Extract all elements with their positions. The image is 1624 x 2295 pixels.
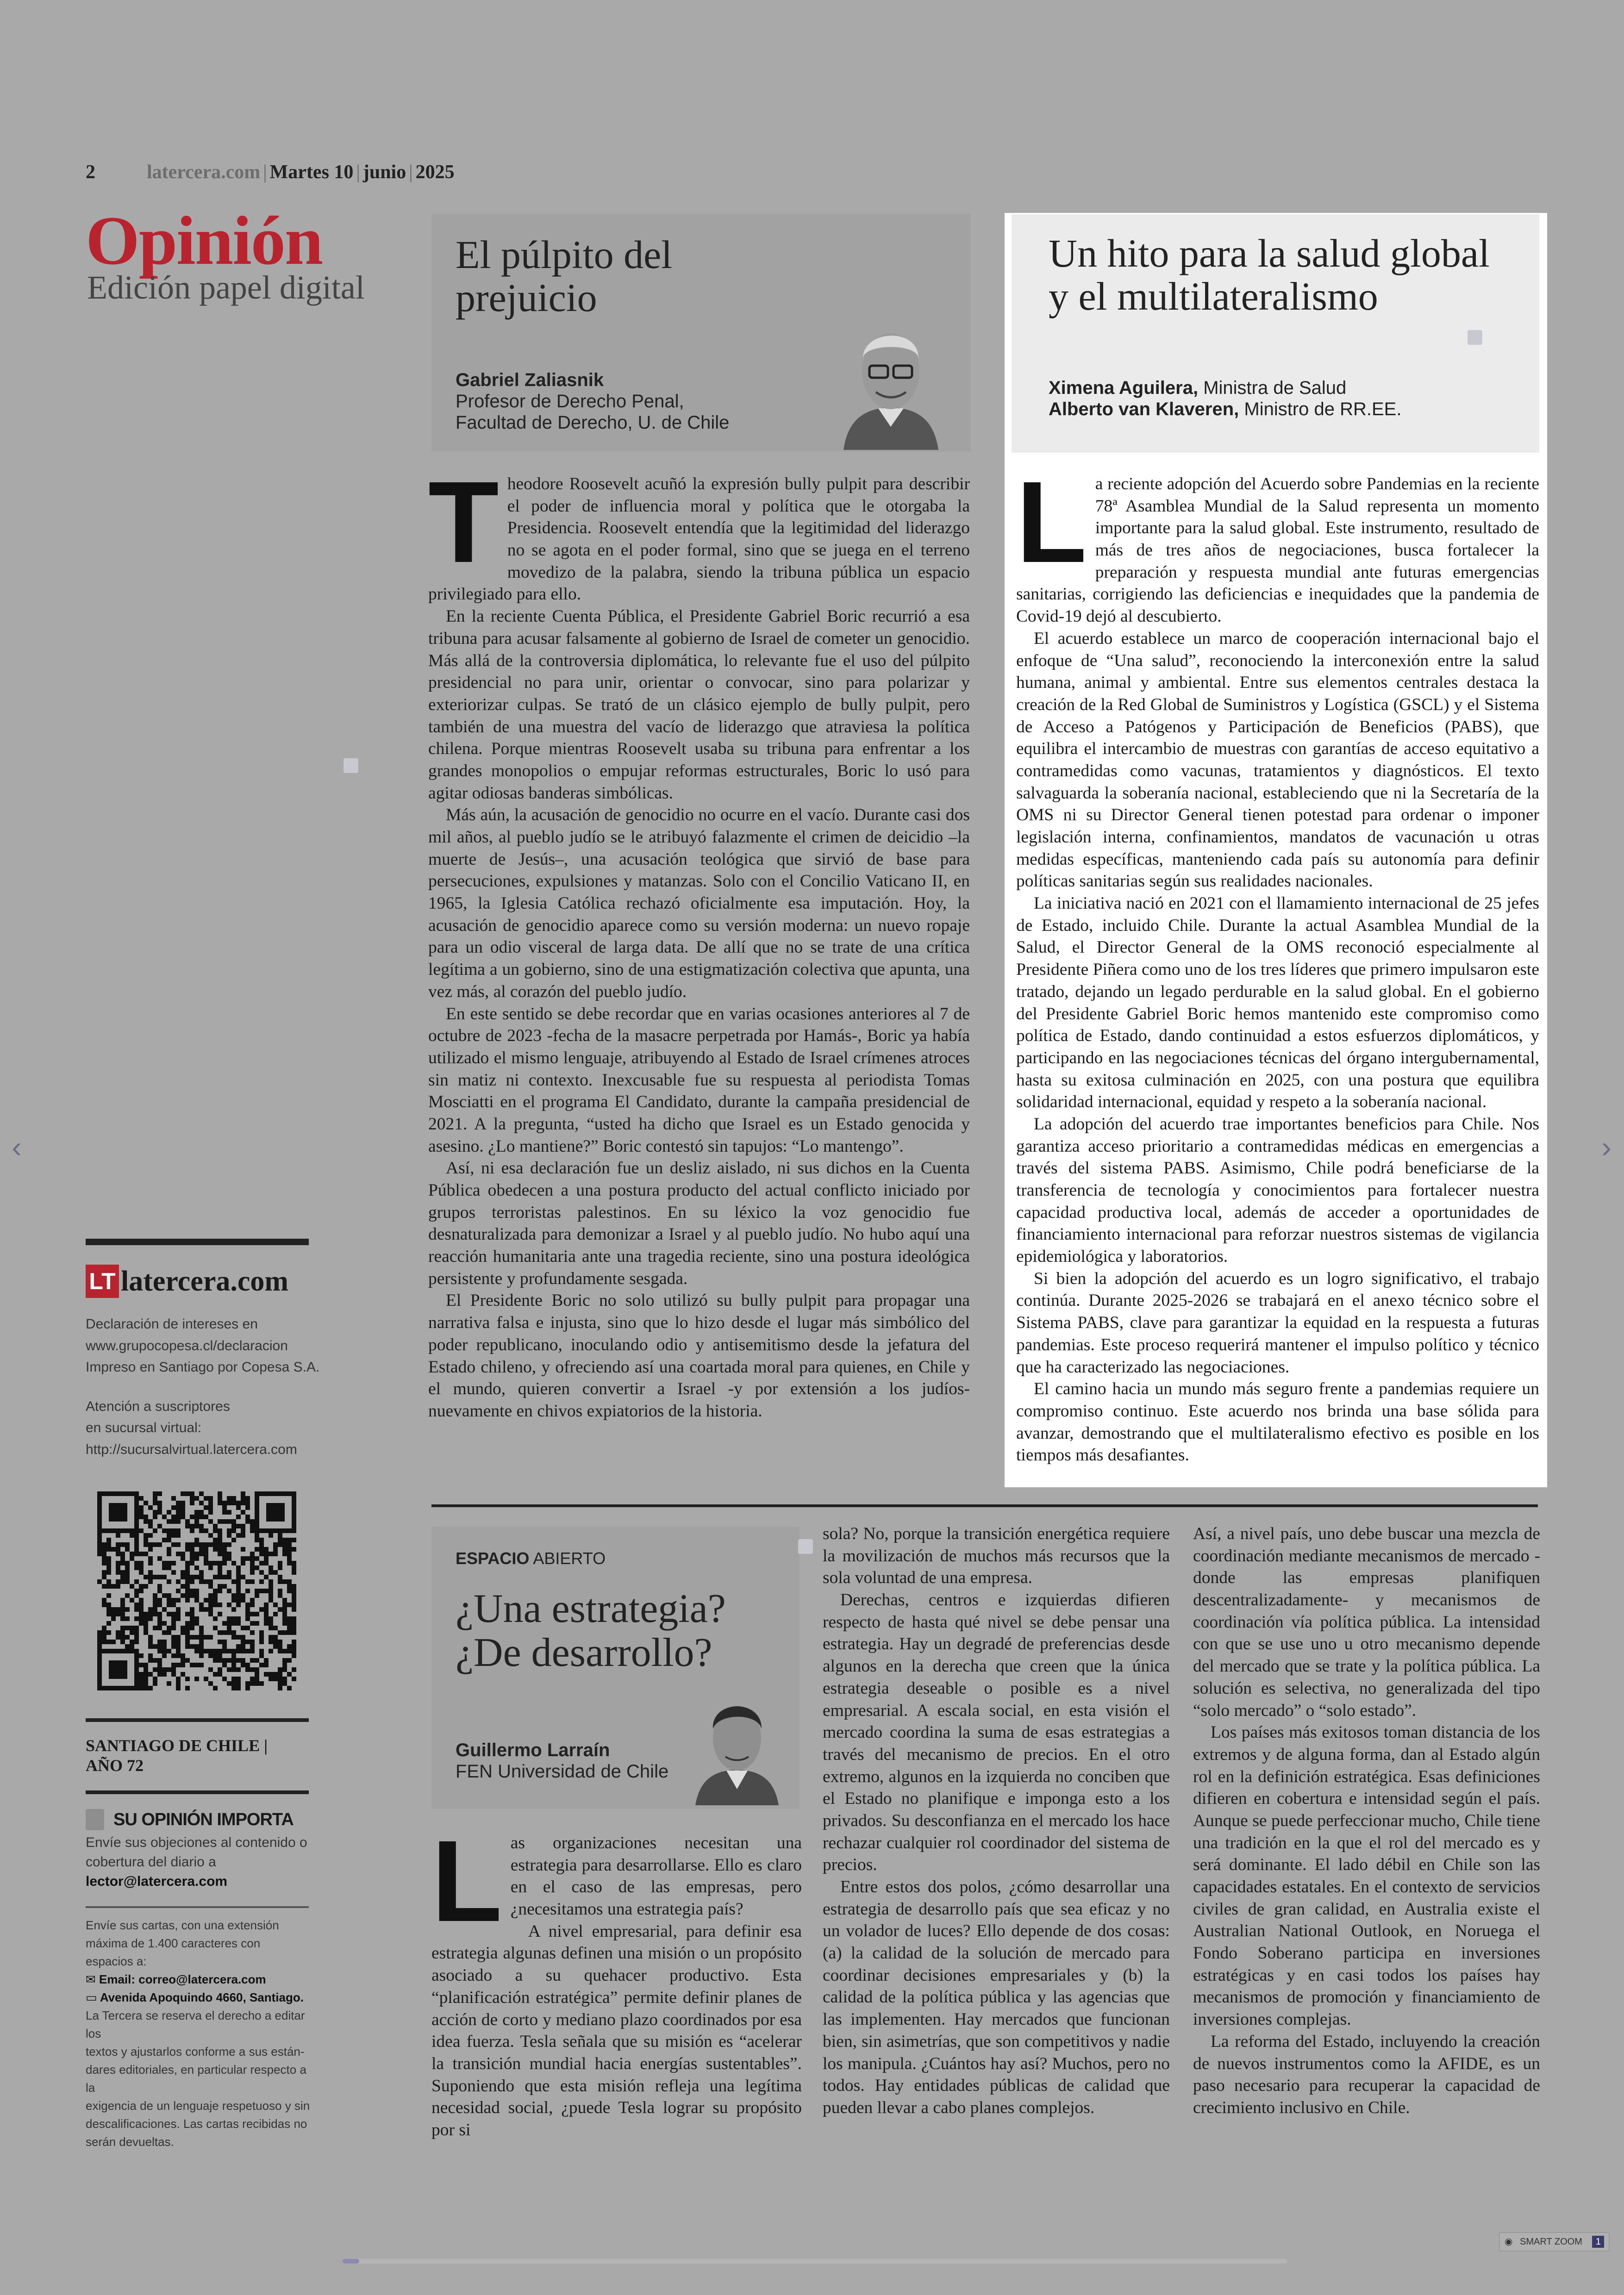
article2-author2: Alberto van Klaveren,	[1049, 399, 1239, 419]
article3-paragraph: A nivel empresarial, para definir esa estrategia algunas definen una misión o un propósito asociado a su quehacer productivo. Esta “planificación estratégica” permite definir planes de acción de corto y mediano plazo coordinados por esa idea fuerza. Tesla señala que su misión es “acelerar la transición mundial hacia energías sustentables”. Suponiendo que esta misión refleja una legítima necesidad social, ¿puede Tesla lograr su propósito por si	[431, 1921, 802, 2139]
postal-icon: ▭	[86, 1990, 100, 2004]
article3-role: FEN Universidad de Chile	[456, 1761, 669, 1782]
page-header: 2 latercera.com | Martes 10 | junio | 2025	[86, 162, 455, 183]
annotation-note-icon[interactable]	[798, 1539, 813, 1554]
article3-paragraph: Entre estos dos polos, ¿cómo desarrollar una estrategia de desarrollo país que sea eficaz y no un volador de luces? Ello depende de dos cosas: (a) la calidad de la solución de mercado para coordinar decisiones empresariales y (b) la calidad de la política pública y las agencias que las implementen. Hay mercados que funcionan bien, sin asimetrías, que son competitivos y nadie los manipula. ¿Cuántos hay así? Muchos, pero no todos. Hay entidades públicas de calidad que pueden llevar a cabo planes complejos.	[823, 1877, 1170, 2117]
header-month: junio	[362, 162, 406, 183]
author-portrait-larrain	[693, 1690, 781, 1805]
article2-paragraph: El acuerdo establece un marco de cooperación internacional bajo el enfoque de “Una salud”, reconociendo la interconexión entre la salud humana, animal y ambiental. Entre sus elementos centrales destaca la creación de la Red Global de Suministros y Logística (GSCL) y el Sistema de Acceso a Patógenos y Participación de Beneficios (PABS), que equilibra el intercambio de muestras con garantías de acceso equitativo a contramedidas como vacunas, tratamientos y diagnósticos. El texto salvaguarda la soberanía nacional, estableciendo que ni la Secretaría de la OMS ni su Director General tienen potestad para ordenar o imponer legislación interna, confinamientos, mandatos de vacunación u otras medidas específicas, manteniendo cada país su autonomía para definir políticas sanitarias según sus realidades nacionales.	[1016, 629, 1539, 891]
article1-paragraph: Así, ni esa declaración fue un desliz aislado, ni sus dichos en la Cuenta Pública obedecen a una postura producto del actual conflicto iniciado por grupos terroristas palestinos. En su léxico la voz genocidio fue desnaturalizada para demonizar a Israel y al pueblo judío. No hubo aquí una reacción humanitaria ante una tragedia reciente, sino una postura ideológica persistente y profundamente sesgada.	[428, 1159, 970, 1288]
mail-icon: ✉	[86, 1972, 100, 1986]
sidebar-logo	[86, 1265, 288, 1298]
article3-paragraph: Derechas, centros e izquierdas difieren respecto de hasta qué nivel se debe pensar una estrategia. Hay un degradé de preferencias desde algunos en la derecha que creen que la única estrategia deseable o posible es a nivel empresarial. A escala social, en esta visión el mercado coordina la suma de esas estrategias a través del mecanismo de precios. En el otro extremo, algunos en la izquierda no conciben que el Estado no planifique e imponga esto a los privados. Su desconfianza en el mercado los hace rechazar cualquier rol coordinador del sistema de precios.	[823, 1590, 1170, 1875]
author-portrait-zaliasnik	[839, 316, 943, 450]
article3-col1	[431, 1816, 802, 2141]
article1-author: Gabriel Zaliasnik	[456, 370, 604, 390]
article3-paragraph: Así, a nivel país, uno debe buscar una mezcla de coordinación mediante mecanismos de mercado -donde las empresas planifiquen descentralizadamente- y mecanismos de coordinación vía política pública. La intensidad con que se use uno u otro mecanismo depende del mercado que se trate y la política pública. La solución es selectiva, no generalizada del tipo “solo mercado” o “solo estado”.	[1193, 1524, 1540, 1720]
article3-paragraph: sola? No, porque la transición energética requiere la movilización de muchos más recursos que la sola voluntad de una empresa.	[823, 1524, 1170, 1588]
article3-paragraph: as organizaciones necesitan una estrategia para desarrollarse. Ello es claro en el caso de las empresas, pero ¿necesitamos una estrategia país?	[510, 1834, 802, 1919]
sidebar-interests: Declaración de intereses en www.grupocopesa.cl/declaracion Impreso en Santiago por Copesa S.A. Atención a suscriptores en sucursal virtual: http://sucursalvirtual.latercera.com	[86, 1316, 320, 1457]
logo-text: latercera.com	[121, 1266, 289, 1297]
opinion-email[interactable]: lector@latercera.com	[86, 1874, 228, 1889]
qr-code	[97, 1491, 296, 1690]
article3-header	[431, 1527, 800, 1809]
article1-body	[428, 457, 970, 1422]
letters-email[interactable]: Email: correo@latercera.com	[99, 1972, 266, 1986]
article3-title: ¿Una estrategia? ¿De desarrollo?	[456, 1586, 726, 1676]
header-site: latercera.com	[147, 162, 261, 183]
sidebar-rule	[86, 1718, 309, 1722]
letters-info: Envíe sus cartas, con una extensión máxima de 1.400 caracteres con espacios a: ✉ Email: correo@latercera.com ▭ Avenida Apoquindo 4660, Santiago. La Tercera se reserva el derecho a editar los textos y ajustarlos conforme a sus están- dares editoriales, en particular respecto a la exigencia de un lenguaje respetuoso y sin descalificaciones. Las cartas recibidas no serán devueltas.	[86, 1918, 310, 2149]
article3-author: Guillermo Larraín	[456, 1740, 610, 1760]
article2-author2-role: Ministro de RR.EE.	[1244, 399, 1402, 419]
article2-byline	[1049, 377, 1401, 420]
smart-zoom-control[interactable]	[1499, 2232, 1610, 2251]
section-divider	[431, 1504, 1538, 1507]
next-page-button[interactable]: ›	[1601, 1130, 1612, 1164]
article1-paragraph: heodore Roosevelt acuñó la expresión bully pulpit para describir el poder de influencia moral y política que le otorgaba la Presidencia. Roosevelt entendía que la legitimidad del liderazgo no se agota en el poder formal, sino que se juega en el terreno movedizo de la palabra, siendo la tribuna pública un espacio privilegiado para ello.	[428, 474, 970, 604]
article2-paragraph: El camino hacia un mundo más seguro frente a pandemias requiere un compromiso continuo. Este acuerdo nos brinda una base sólida para avanzar, demostrando que el multilateralismo efectivo es posible en los tiempos más desafiantes.	[1016, 1379, 1539, 1465]
eye-icon: ◉	[1505, 2237, 1513, 2247]
annotation-note-icon[interactable]	[344, 758, 358, 773]
article1-role-1: Profesor de Derecho Penal,	[456, 391, 684, 412]
article2-paragraph: Si bien la adopción del acuerdo es un logro significativo, el trabajo continúa. Durante 2025-2026 se trabajará en el anexo técnico sobre el Sistema PABS, clave para garantizar la equidad en la respuesta a futuras pandemias. Este proceso requerirá mantener el impulso político y técnico que ha caracterizado las negociaciones.	[1016, 1269, 1539, 1377]
article1-drop-cap: T	[428, 457, 499, 586]
article1-paragraph: En la reciente Cuenta Pública, el Presidente Gabriel Boric recurrió a esa tribuna para acusar falsamente al gobierno de Israel de cometer un genocidio. Más allá de la controversia diplomática, lo relevante fue el uso del púlpito presidencial no para unir, orientar o convocar, sino para polarizar y exteriorizar culpas. Se trató de un clásico ejemplo de bully pulpit, pero también de una muestra del vacío de liderazgo que atraviesa la política chilena. Porque mientras Roosevelt usaba su tribuna para enfrentar a los grandes monopolios o empujar reformas estructurales, Boric lo usó para agitar odiosas banderas simbólicas.	[428, 607, 970, 803]
article1-header	[431, 214, 971, 452]
article2-paragraph: a reciente adopción del Acuerdo sobre Pandemias en la reciente 78ª Asamblea Mundial de la Salud representa un momento importante para la salud global. Este instrumento, resultado de más de tres años de negociaciones, busca fortalecer la preparación y respuesta mundial ante futuras emergencias sanitarias, corrigiendo las deficiencias e inequidades que la pandemia de Covid-19 dejó al descubierto.	[1016, 474, 1539, 626]
article1-paragraph: En este sentido se debe recordar que en varias ocasiones anteriores al 7 de octubre de 2023 -fecha de la masacre perpetrada por Hamás-, Boric ya había utilizado el mismo lenguaje, atribuyendo al Estado de Israel crímenes atroces sin matiz ni contexto. Inexcusable fue su respuesta al periodista Tomas Mosciatti en el programa El Candidato, durante la campaña presidencial de 2021. A la pregunta, “usted ha dicho que Israel es un Estado genocida y asesino. ¿Lo mantiene?” Boric contestó sin tapujos: “Lo mantengo”.	[428, 1004, 970, 1156]
sidebar-rule	[86, 1239, 309, 1245]
section-title: Opinión	[86, 202, 323, 279]
header-weekday: Martes 10	[269, 162, 354, 183]
article2-body	[1016, 457, 1539, 1466]
article3-paragraph: Los países más exitosos toman distancia de los extremos y de alguna forma, dan al Estado algún rol en la definición estratégica. Esas definiciones difieren en cobertura e intensidad según el país. Aunque se puede perfeccionar mucho, Chile tiene una tradición en la que el rol del mercado es y será dominante. El lado débil en Chile son las capacidades estatales. En el contexto de servicios civiles de gran calidad, en Australia existe el Australian National Outlook, en Noruega el Fondo Soberano participa en inversiones estratégicas y en casi todos los países hay mecanismos de promoción y financiamiento de inversiones complejas.	[1193, 1723, 1540, 2029]
article2-header	[1012, 214, 1539, 453]
opinion-title: SU OPINIÓN IMPORTA	[113, 1809, 294, 1829]
prev-page-button[interactable]: ‹	[12, 1130, 22, 1164]
page-number: 2	[86, 162, 95, 183]
opinion-box: SU OPINIÓN IMPORTA Envíe sus objeciones al contenido o cobertura del diario a lector@latercera.com	[86, 1809, 309, 1891]
annotation-note-icon[interactable]	[1468, 330, 1482, 345]
article2-author1: Ximena Aguilera,	[1049, 378, 1199, 398]
letters-address: Avenida Apoquindo 4660, Santiago.	[100, 1990, 304, 2004]
article2-title: Un hito para la salud global y el multilateralismo	[1049, 231, 1490, 318]
scrollbar-thumb[interactable]	[343, 2259, 359, 2264]
article1-paragraph: El Presidente Boric no solo utilizó su bully pulpit para propagar una narrativa falsa e injusta, sino que lo hizo desde el lugar más simbólico del poder republicano, inoculando odio y antisemitismo desde la jefatura del Estado chileno, y ofreciendo así una coartada moral para quienes, en Chile y el mundo, quieren convertir a Israel -y por extensión a los judíos- nuevamente en chivos expiatorios de la historia.	[428, 1291, 970, 1421]
article3-paragraph: La reforma del Estado, incluyendo la creación de nuevos instrumentos como la AFIDE, es un paso necesario para recuperar la capacidad de crecimiento inclusivo en Chile.	[1193, 2032, 1540, 2117]
article3-byline	[456, 1740, 668, 1782]
header-year: 2025	[415, 162, 455, 183]
article2-drop-cap: L	[1016, 457, 1087, 586]
section-subtitle: Edición papel digital	[87, 269, 365, 306]
article2-paragraph: La adopción del acuerdo trae importantes beneficios para Chile. Nos garantiza acceso prioritario a contramedidas médicas en emergencias a través del sistema PABS. Asimismo, Chile podrá beneficiarse de la transferencia de tecnología y conocimientos para fortalecer nuestra capacidad productiva local, además de acceder a oportunidades de financiamiento internacional para reforzar nuestros sistemas de vigilancia epidemiológica y laboratorios.	[1016, 1114, 1539, 1266]
document-icon	[86, 1809, 104, 1830]
article1-title: El púlpito del prejuicio	[456, 232, 673, 320]
article3-kicker: ESPACIO ABIERTO	[456, 1549, 606, 1568]
smart-zoom-badge: 1	[1592, 2236, 1604, 2248]
article1-byline	[456, 369, 729, 433]
article1-role-2: Facultad de Derecho, U. de Chile	[456, 412, 730, 433]
article2-author1-role: Ministra de Salud	[1203, 378, 1347, 398]
article1-paragraph: Más aún, la acusación de genocidio no ocurre en el vacío. Durante casi dos mil años, al pueblo judío se le atribuyó falazmente el crimen de deicidio –la muerte de Jesús–, una acusación teológica que sirvió de base para persecuciones, expulsiones y matanzas. Solo con el Concilio Vaticano II, en 1965, la Iglesia Católica rechazó oficialmente esa imputación. Hoy, la acusación de genocidio aparece como su versión moderna: un nuevo ropaje para un odio visceral de larga data. De allí que no se trate de una crítica legítima a un gobierno, sino de una estigmatización colectiva que apunta, una vez más, al corazón del pueblo judío.	[428, 805, 970, 1001]
article3-col2	[823, 1523, 1170, 2119]
sidebar-city: SANTIAGO DE CHILE | AÑO 72	[86, 1736, 268, 1775]
article2-paragraph: La iniciativa nació en 2021 con el llamamiento internacional de 25 jefes de Estado, incluido Chile. Durante la actual Asamblea Mundial de la Salud, el Director General de la OMS reconoció especialmente al Presidente Piñera como uno de los tres líderes que primero impulsaron este tratado, dejando un legado perdurable en la salud global. En el gobierno del Presidente Gabriel Boric hemos mantenido este compromiso como política de Estado, dando continuidad a estos esfuerzos diplomáticos, y participando en las negociaciones técnicas del órgano intergubernamental, hasta su exitosa culminación en 2025, con una postura que equilibra solidaridad internacional, equidad y respeto a la soberanía nacional.	[1016, 894, 1539, 1112]
logo-mark: LT	[86, 1265, 119, 1298]
article3-col3	[1193, 1523, 1540, 2119]
sidebar-rule	[86, 1906, 309, 1908]
smart-zoom-label: SMART ZOOM	[1520, 2237, 1582, 2247]
article3-drop-cap: L	[431, 1816, 502, 1946]
horizontal-scrollbar[interactable]	[343, 2259, 1287, 2264]
sidebar-rule	[86, 1790, 309, 1794]
